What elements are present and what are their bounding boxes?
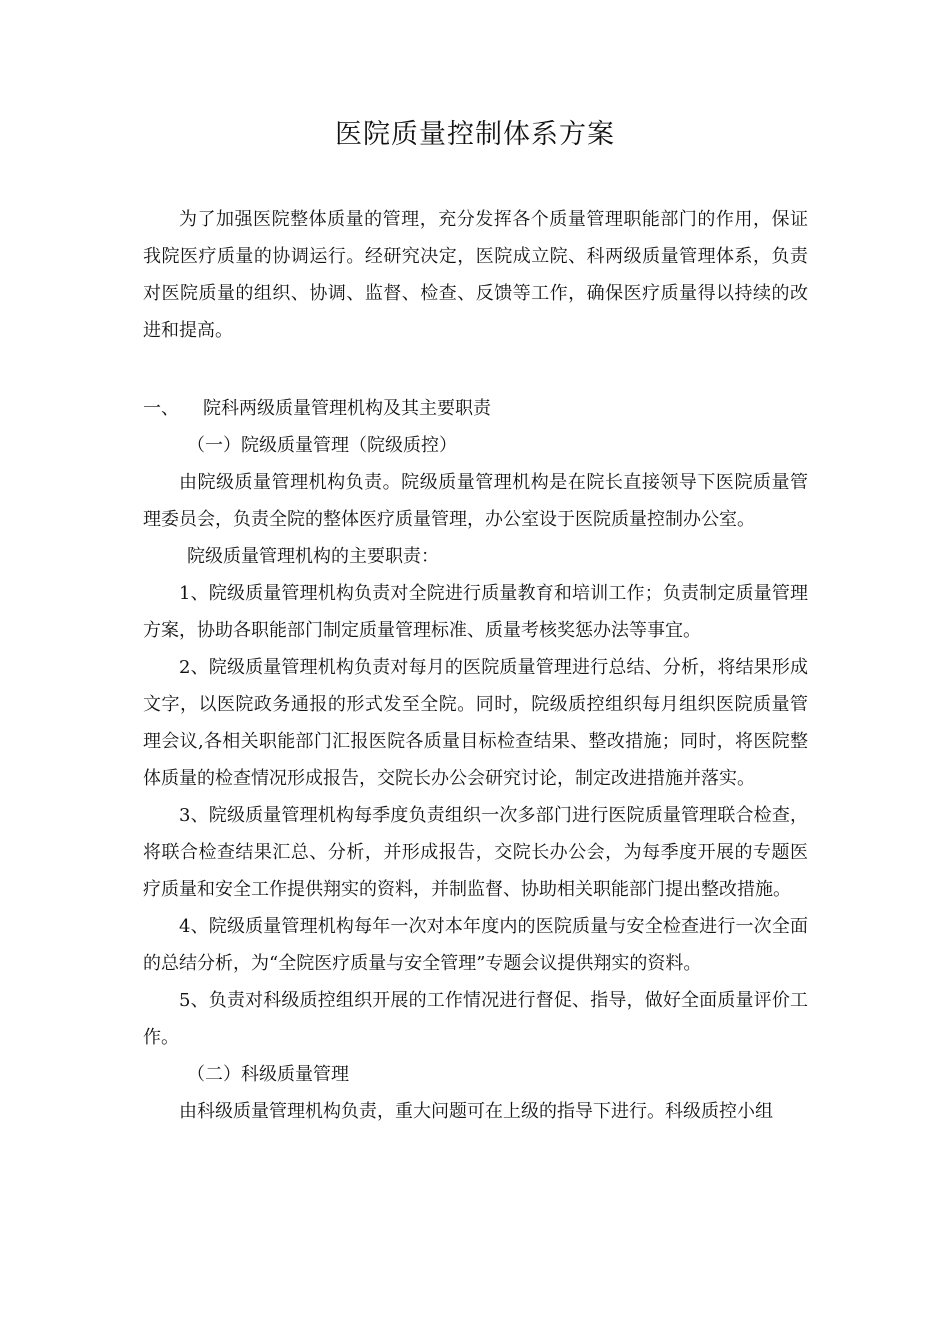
duty-item-2: 2、院级质量管理机构负责对每月的医院质量管理进行总结、分析，将结果形成文字，以医院政务通报的形式发至全院。同时，院级质控组织每月组织医院质量管理会议,各相关职能部门汇报医院各质量目标检查结果、整改措施；同时，将医院整体质量的检查情况形成报告，交院长办公会研究讨论，制定改进措施并落实。: [143, 657, 808, 789]
duty-item-5: 5、负责对科级质控组织开展的工作情况进行督促、指导，做好全面质量评价工作。: [143, 990, 808, 1048]
section-1-heading: [143, 390, 808, 427]
intro-block: [143, 201, 808, 349]
document-title: 医院质量控制体系方案: [335, 119, 615, 150]
section-1: [143, 390, 808, 1130]
section-1-title: 院科两级质量管理机构及其主要职责: [203, 398, 491, 419]
duty-item-4: 4、院级质量管理机构每年一次对本年度内的医院质量与安全检查进行一次全面的总结分析，为“全院医疗质量与安全管理”专题会议提供翔实的资料。: [143, 916, 808, 974]
duty-item-3: 3、院级质量管理机构每季度负责组织一次多部门进行医院质量管理联合检查，将联合检查结果汇总、分析，并形成报告，交院长办公会，为每季度开展的专题医疗质量和安全工作提供翔实的资料，并制监督、协助相关职能部门提出整改措施。: [143, 805, 808, 900]
subsection-2-heading: （二）科级质量管理: [187, 1064, 349, 1085]
section-1-number: 一、: [143, 398, 179, 419]
subsection-2-paragraph: 由科级质量管理机构负责，重大问题可在上级的指导下进行。科级质控小组: [179, 1101, 773, 1122]
duty-item-1: 1、院级质量管理机构负责对全院进行质量教育和培训工作；负责制定质量管理方案，协助各职能部门制定质量管理标准、质量考核奖惩办法等事宜。: [143, 583, 808, 641]
subsection-1-heading: （一）院级质量管理（院级质控）: [187, 435, 457, 456]
intro-paragraph: 为了加强医院整体质量的管理，充分发挥各个质量管理职能部门的作用，保证我院医疗质量的协调运行。经研究决定，医院成立院、科两级质量管理体系，负责对医院质量的组织、协调、监督、检查、反馈等工作，确保医疗质量得以持续的改进和提高。: [143, 209, 808, 341]
duties-heading: 院级质量管理机构的主要职责：: [187, 546, 439, 567]
subsection-1-paragraph: 由院级质量管理机构负责。院级质量管理机构是在院长直接领导下医院质量管理委员会，负责全院的整体医疗质量管理，办公室设于医院质量控制办公室。: [143, 472, 808, 530]
